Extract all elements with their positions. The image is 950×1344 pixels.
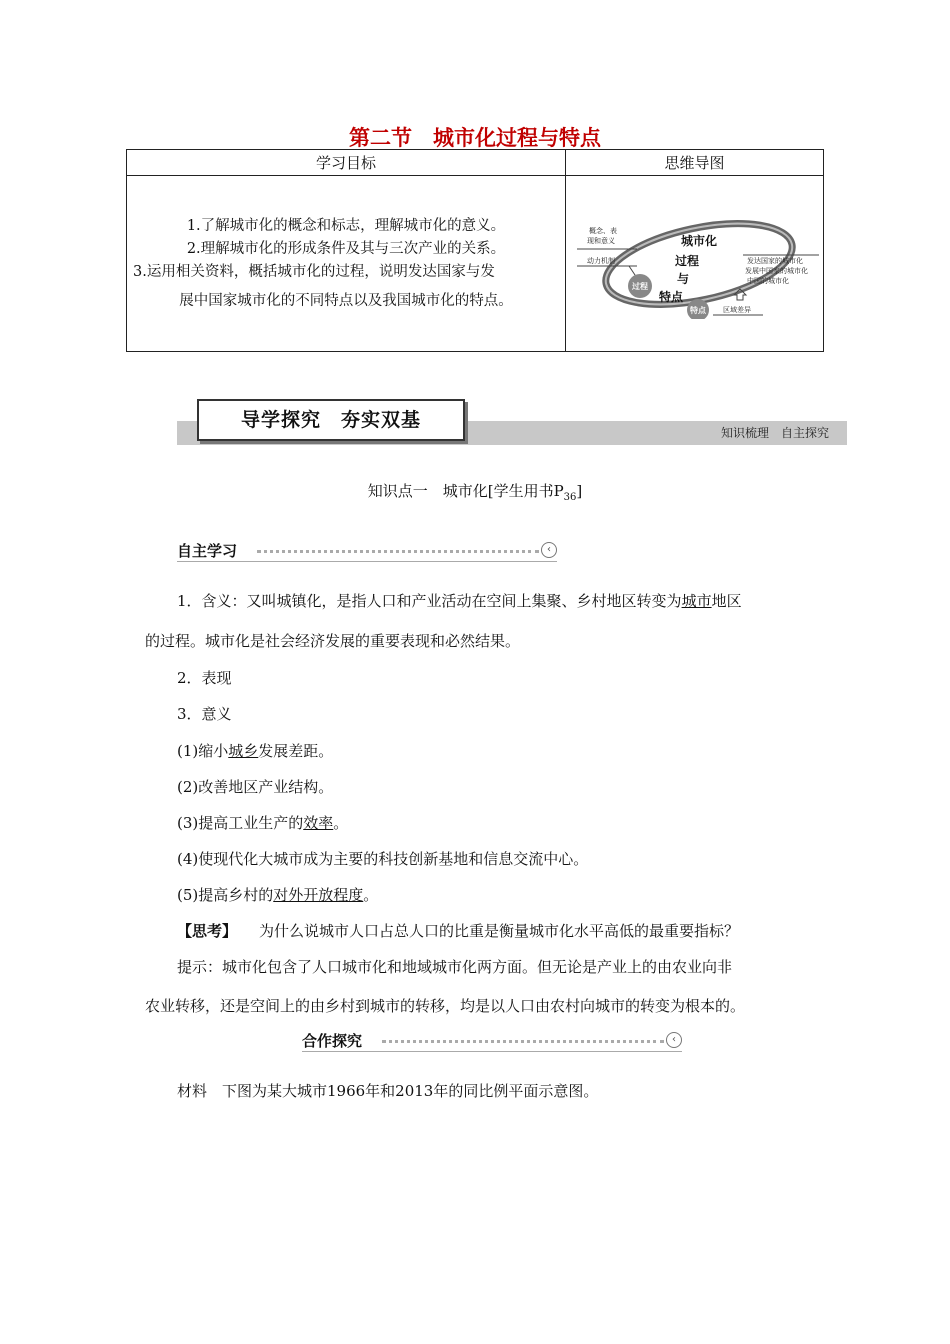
dotted-rule — [257, 550, 539, 553]
goal-item: 1.了解城市化的概念和标志，理解城市化的意义。 — [186, 217, 506, 234]
think-question — [177, 920, 739, 941]
banner-title: 导学探究 夯实双基 — [197, 399, 465, 441]
text: 1．含义：又叫城镇化，是指人口和产业活动在空间上集聚、乡村地区转变为 — [177, 592, 682, 610]
cooperative-label: 合作探究 — [302, 1032, 363, 1050]
text: 地区 — [711, 592, 742, 610]
significance-item — [177, 812, 348, 833]
text-line: 2．表现 — [177, 669, 232, 687]
text: (3)提高工业生产的 — [177, 814, 304, 832]
definition-line — [177, 590, 742, 611]
knowledge-point-text: 知识点一 城市化[学生用书P — [367, 482, 564, 500]
self-study-label: 自主学习 — [177, 542, 238, 560]
text-line: 3．意义 — [177, 705, 232, 723]
divider — [177, 561, 557, 562]
text: (5)提高乡村的 — [177, 886, 274, 904]
cooperative-header — [302, 1030, 682, 1052]
mindmap-right-2: 发展中国家的城市化 — [744, 266, 808, 275]
mindmap-right-3: 中国的城市化 — [746, 276, 789, 285]
mindmap-node-feature: 特点 — [689, 304, 706, 315]
mindmap-center-1: 城市化 — [680, 233, 717, 248]
hint-line: 提示：城市化包含了人口城市化和地域城市化两方面。但无论是产业上的由农业向非 — [177, 958, 733, 976]
answer-blank: 城市 — [681, 592, 712, 610]
mindmap-right-1: 发达国家的城市化 — [746, 256, 803, 265]
mindmap-node-process: 过程 — [631, 280, 648, 291]
mindmap-left-3: 动力机制 — [586, 256, 615, 265]
chevron-left-icon: ‹ — [541, 542, 557, 558]
col-header-goals: 学习目标 — [127, 150, 566, 176]
goal-item: 3.运用相关资料，概括城市化的过程，说明发达国家与发 — [133, 263, 495, 280]
divider — [302, 1051, 682, 1052]
page-title: 第二节 城市化过程与特点 — [349, 126, 601, 150]
mindmap-center-4: 特点 — [658, 289, 683, 304]
goal-item: 展中国家城市化的不同特点以及我国城市化的特点。 — [179, 292, 513, 309]
think-label: 【思考】 — [177, 922, 238, 940]
section-banner — [177, 399, 847, 447]
significance-item: (2)改善地区产业结构。 — [177, 778, 334, 796]
text: 。 — [333, 814, 349, 832]
page-ref: 36 — [563, 492, 577, 503]
mindmap-diagram — [567, 209, 823, 319]
significance-item — [177, 740, 333, 761]
objectives-table — [126, 149, 824, 352]
answer-blank: 效率 — [303, 814, 334, 832]
banner-subtitle: 知识梳理 自主探究 — [720, 426, 829, 440]
text: (1)缩小 — [177, 742, 229, 760]
chevron-left-icon: ‹ — [666, 1032, 682, 1048]
self-study-header — [177, 540, 557, 562]
significance-item: (4)使现代化大城市成为主要的科技创新基地和信息交流中心。 — [177, 850, 589, 868]
question-text: 为什么说城市人口占总人口的比重是衡量城市化水平高低的最重要指标？ — [259, 922, 740, 940]
goals-cell — [127, 176, 566, 352]
answer-blank: 对外开放程度 — [273, 886, 364, 904]
goal-item: 2.理解城市化的形成条件及其与三次产业的关系。 — [186, 240, 506, 257]
knowledge-point-end: ] — [576, 482, 583, 500]
mindmap-center-2: 过程 — [674, 253, 699, 268]
mindmap-cell — [566, 176, 824, 352]
col-header-mindmap: 思维导图 — [566, 150, 824, 176]
text-line: 的过程。城市化是社会经济发展的重要表现和必然结果。 — [145, 632, 521, 650]
answer-blank: 城乡 — [228, 742, 259, 760]
mindmap-left-2: 现和意义 — [586, 236, 615, 245]
text: 。 — [363, 886, 379, 904]
significance-item — [177, 884, 378, 905]
text: 发展差距。 — [258, 742, 334, 760]
hint-line: 农业转移，还是空间上的由乡村到城市的转移，均是以人口由农村向城市的转变为根本的。 — [145, 997, 746, 1015]
knowledge-point-heading — [0, 480, 950, 503]
mindmap-bottom: 区域差异 — [722, 305, 751, 314]
material-line: 材料 下图为某大城市1966年和2013年的同比例平面示意图。 — [177, 1082, 599, 1100]
mindmap-center-3: 与 — [676, 271, 689, 286]
dotted-rule — [382, 1040, 664, 1043]
mindmap-left-1: 概念、表 — [588, 226, 617, 235]
